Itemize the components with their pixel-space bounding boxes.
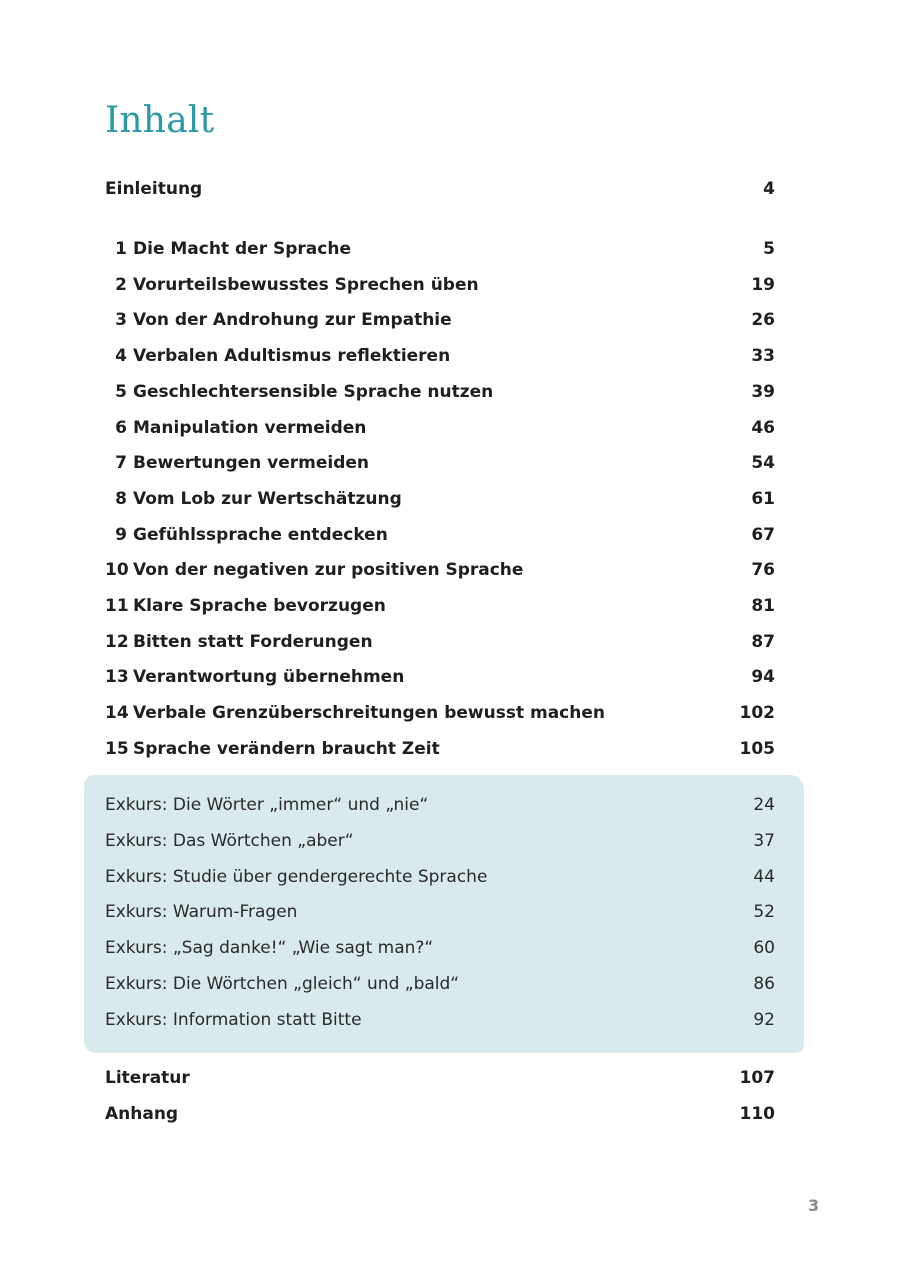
toc-entry-page: 44 <box>753 866 775 887</box>
toc-entry-page: 39 <box>751 381 775 402</box>
toc-entry-chapter <box>105 488 775 510</box>
toc-entry-title <box>105 309 452 331</box>
toc-entry-page: 86 <box>753 974 775 994</box>
toc-entry-label: Klare Sprache bevorzugen <box>133 596 386 616</box>
toc-entry-title <box>105 274 479 296</box>
toc-entry-page: 46 <box>751 417 775 438</box>
toc-entry-label: Exkurs: Warum-Fragen <box>105 902 298 923</box>
chapter-number: 15 <box>105 738 129 759</box>
chapter-number: 4 <box>115 346 127 367</box>
toc-entry-page: 94 <box>751 667 775 688</box>
toc-entry-title <box>105 559 523 581</box>
chapter-number: 12 <box>105 631 129 652</box>
toc-entry-chapter <box>105 631 775 653</box>
toc-entry-title <box>105 452 369 474</box>
toc-entry-label: Exkurs: Information statt Bitte <box>105 1009 362 1030</box>
toc-entry-exkurs <box>105 901 775 923</box>
toc-entry-page: 110 <box>739 1104 775 1124</box>
chapter-number: 10 <box>105 560 129 581</box>
toc-entry-label: Exkurs: „Sag danke!“ „Wie sagt man?“ <box>105 938 434 959</box>
chapter-number: 13 <box>105 667 129 688</box>
chapter-number: 6 <box>115 417 127 438</box>
toc-entry-chapter <box>105 381 775 403</box>
toc-entry-exkurs <box>105 1009 775 1031</box>
toc-entry-chapter <box>105 559 775 581</box>
toc-entry-title <box>105 524 388 546</box>
toc-entry-page: 61 <box>751 488 775 509</box>
toc-entry-intro <box>105 178 775 200</box>
toc-entry-label: Bitten statt Forderungen <box>133 631 373 652</box>
chapter-number: 8 <box>115 488 127 509</box>
toc-entry-label: Die Macht der Sprache <box>133 239 351 259</box>
toc-entry-page: 107 <box>739 1068 775 1088</box>
toc-entry-chapter <box>105 309 775 331</box>
toc-entry-label: Anhang <box>105 1104 179 1124</box>
chapter-number: 9 <box>115 524 127 545</box>
toc-entry-page: 105 <box>739 738 775 759</box>
toc-entry-title <box>105 345 450 367</box>
toc-entry-exkurs <box>105 973 775 995</box>
toc-entry-chapter <box>105 595 775 617</box>
toc-entry-chapter <box>105 274 775 296</box>
toc-entry-title <box>105 417 366 439</box>
toc-entry-label: Von der negativen zur positiven Sprache <box>133 560 524 581</box>
chapter-number: 2 <box>115 274 127 295</box>
toc-entry-exkurs <box>105 794 775 816</box>
toc-entry-back-matter <box>105 1067 775 1089</box>
toc-entry-chapter <box>105 738 775 760</box>
toc-entry-label: Exkurs: Die Wörter „immer“ und „nie“ <box>105 795 429 815</box>
toc-entry-chapter <box>105 238 775 260</box>
toc-entry-label: Sprache verändern braucht Zeit <box>133 738 440 759</box>
toc-entry-exkurs <box>105 937 775 959</box>
toc-entry-label: Vorurteilsbewusstes Sprechen üben <box>133 274 479 295</box>
toc-entry-page: 26 <box>751 310 775 331</box>
toc-entry-label: Einleitung <box>105 179 203 199</box>
toc-entry-label: Bewertungen vermeiden <box>133 453 370 474</box>
toc-entry-chapter <box>105 345 775 367</box>
toc-entry-page: 19 <box>751 274 775 295</box>
toc-entry-title <box>105 238 351 260</box>
toc-entry-label: Vom Lob zur Wertschätzung <box>133 488 402 509</box>
toc-entry-title <box>105 381 493 403</box>
toc-entry-page: 87 <box>751 631 775 652</box>
toc-entry-page: 24 <box>753 795 775 815</box>
toc-entry-exkurs <box>105 866 775 888</box>
toc-entry-title <box>105 702 605 724</box>
toc-entry-back-matter <box>105 1103 775 1125</box>
toc-entry-page: 54 <box>751 453 775 474</box>
toc-entry-page: 92 <box>753 1009 775 1030</box>
toc-entry-label: Verbale Grenzüberschreitungen bewusst machen <box>133 703 605 724</box>
toc-entry-title <box>105 631 373 653</box>
toc-entry-label: Manipulation vermeiden <box>133 417 367 438</box>
toc-entry-title <box>105 488 402 510</box>
toc-entry-chapter <box>105 666 775 688</box>
toc-entry-chapter <box>105 702 775 724</box>
toc-entry-label: Verbalen Adultismus reflektieren <box>133 346 451 367</box>
toc-entry-page: 52 <box>753 902 775 923</box>
toc-entry-label: Exkurs: Das Wörtchen „aber“ <box>105 830 354 851</box>
toc-entry-page: 33 <box>751 346 775 367</box>
chapter-number: 1 <box>115 239 127 259</box>
toc-entry-page: 5 <box>763 239 775 259</box>
toc-entry-chapter <box>105 417 775 439</box>
toc-entry-page: 37 <box>753 830 775 851</box>
toc-entry-label: Literatur <box>105 1068 190 1088</box>
toc-entry-title <box>105 738 440 760</box>
chapter-number: 7 <box>115 453 127 474</box>
toc-entry-label: Exkurs: Studie über gendergerechte Sprache <box>105 866 488 887</box>
toc-entry-label: Exkurs: Die Wörtchen „gleich“ und „bald“ <box>105 974 460 994</box>
toc-entry-title <box>105 666 404 688</box>
toc-entry-page: 76 <box>751 560 775 581</box>
toc-entry-exkurs <box>105 830 775 852</box>
toc-entry-page: 67 <box>751 524 775 545</box>
toc-entry-title <box>105 595 386 617</box>
toc-entry-label: Verantwortung übernehmen <box>133 667 405 688</box>
toc-entry-chapter <box>105 452 775 474</box>
page-title: Inhalt <box>105 100 215 141</box>
chapter-number: 5 <box>115 381 127 402</box>
chapter-number: 3 <box>115 310 127 331</box>
toc-entry-label: Gefühlssprache entdecken <box>133 524 388 545</box>
toc-entry-page: 4 <box>763 179 775 199</box>
page-number: 3 <box>808 1196 820 1215</box>
toc-entry-page: 102 <box>739 703 775 724</box>
toc-entry-label: Geschlechtersensible Sprache nutzen <box>133 381 494 402</box>
toc-entry-label: Von der Androhung zur Empathie <box>133 310 452 331</box>
toc-entry-page: 81 <box>751 596 775 616</box>
toc-entry-page: 60 <box>753 938 775 959</box>
chapter-number: 11 <box>105 596 129 616</box>
chapter-number: 14 <box>105 703 129 724</box>
toc-entry-chapter <box>105 524 775 546</box>
